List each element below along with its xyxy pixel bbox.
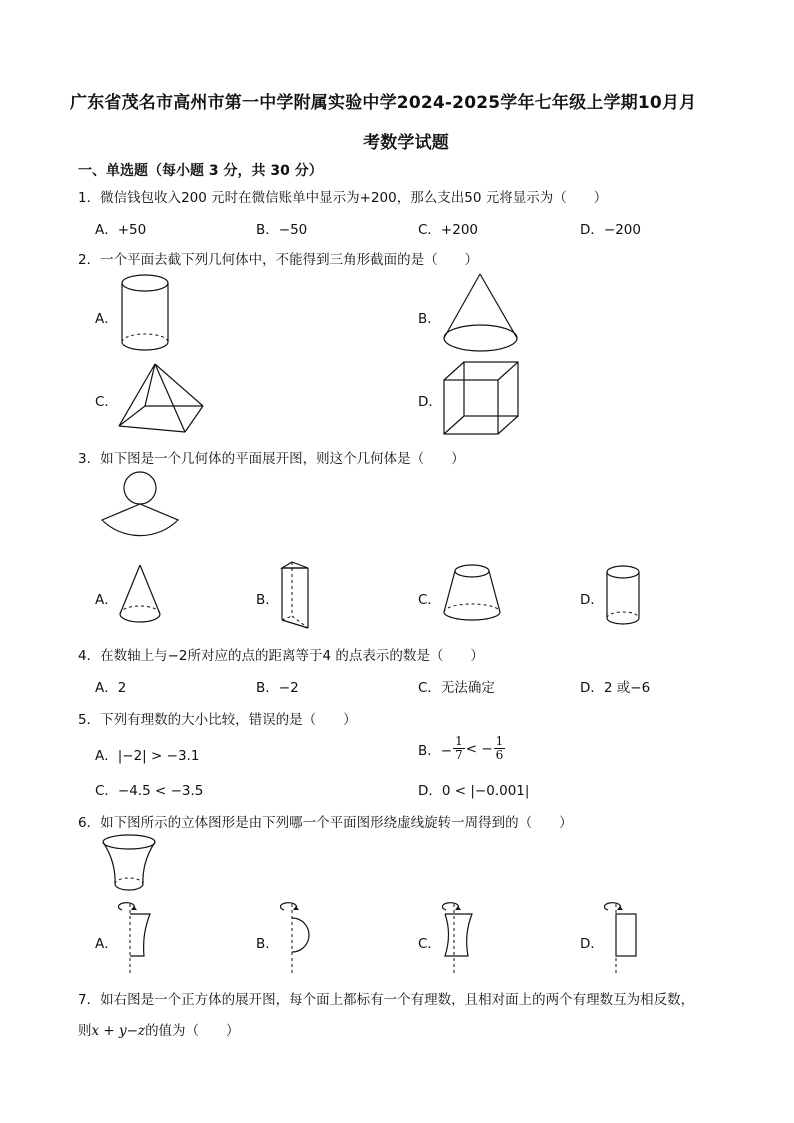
cylinder-icon (603, 564, 643, 628)
fraction-denominator: 7 (455, 748, 463, 762)
question-4-option-c: C．无法确定 (418, 680, 495, 696)
question-1-option-d: D．−200 (580, 222, 641, 238)
rectangle-profile-icon (604, 898, 644, 978)
cone-icon (116, 562, 164, 628)
paper-title-line2: 考数学试题 (363, 133, 449, 153)
cone-net-icon (98, 470, 198, 556)
stem-expression: x + y−z (91, 1023, 146, 1039)
question-6-label-d: D． (580, 936, 604, 952)
question-2-label-a: A． (95, 311, 118, 327)
fraction-numerator: 1 (455, 734, 463, 748)
question-6-label-c: C． (418, 936, 441, 952)
section-heading: 一、单选题（每小题 3 分，共 30 分） (78, 163, 323, 179)
question-4-option-a: A．2 (95, 680, 127, 696)
question-2-label-d: D． (418, 394, 442, 410)
fraction-numerator: 1 (495, 734, 504, 748)
fraction-one-sixth (494, 735, 506, 762)
question-3-label-b: B． (256, 592, 279, 608)
question-5-option-a: A．|−2| > −3.1 (95, 748, 200, 764)
question-5-stem: 5．下列有理数的大小比较，错误的是（ ） (78, 712, 357, 728)
cone-icon (440, 270, 522, 358)
fraction-one-seventh (453, 735, 465, 762)
double-concave-profile-icon (442, 898, 482, 978)
question-5-option-d: D．0 < |−0.001| (418, 783, 530, 799)
question-1-option-c: C．+200 (418, 222, 479, 238)
question-1-option-b: B．−50 (256, 222, 308, 238)
concave-profile-icon (118, 898, 158, 978)
vase-solid-icon (100, 832, 160, 900)
question-5-option-b (418, 735, 506, 762)
question-6-label-b: B． (256, 936, 279, 952)
question-1-option-a: A．+50 (95, 222, 147, 238)
question-4-option-d: D．2 或−6 (580, 680, 651, 696)
frustum-icon (440, 562, 504, 628)
question-3-stem: 3．如下图是一个几何体的平面展开图，则这个几何体是（ ） (78, 451, 465, 467)
fraction-denominator: 6 (495, 748, 504, 762)
stem-suffix: 的值为（ ） (145, 1023, 240, 1039)
question-1-stem: 1．微信钱包收入200 元时在微信账单中显示为+200，那么支出50 元将显示为（ ） (78, 190, 608, 206)
question-4-option-b: B．−2 (256, 680, 299, 696)
question-3-label-a: A． (95, 592, 118, 608)
question-2-stem: 2．一个平面去截下列几何体中，不能得到三角形截面的是（ ） (78, 252, 479, 268)
question-6-stem: 6．如下图所示的立体图形是由下列哪一个平面图形绕虚线旋转一周得到的（ ） (78, 815, 573, 831)
question-5-option-c: C．−4.5 < −3.5 (95, 783, 204, 799)
question-7-stem-line1: 7．如右图是一个正方体的展开图，每个面上都标有一个有理数，且相对面上的两个有理数互为相反数， (78, 992, 695, 1008)
cylinder-icon (115, 272, 175, 354)
triangular-prism-icon (278, 558, 314, 632)
stem-prefix: 则 (78, 1023, 92, 1039)
question-2-label-b: B． (418, 311, 441, 327)
cube-icon (440, 358, 522, 438)
question-3-label-c: C． (418, 592, 441, 608)
question-2-label-c: C． (95, 394, 118, 410)
paper-title-line1: 广东省茂名市高州市第一中学附属实验中学2024-2025学年七年级上学期10月月 (70, 93, 697, 113)
option-b-prefix: B．− (418, 742, 453, 759)
pyramid-icon (115, 360, 210, 436)
question-3-label-d: D． (580, 592, 604, 608)
question-7-stem-line2 (78, 1019, 240, 1039)
semicircle-profile-icon (280, 898, 320, 978)
question-4-stem: 4．在数轴上与−2所对应的点的距离等于4 的点表示的数是（ ） (78, 648, 484, 664)
question-6-label-a: A． (95, 936, 118, 952)
option-b-middle: < − (465, 740, 493, 757)
